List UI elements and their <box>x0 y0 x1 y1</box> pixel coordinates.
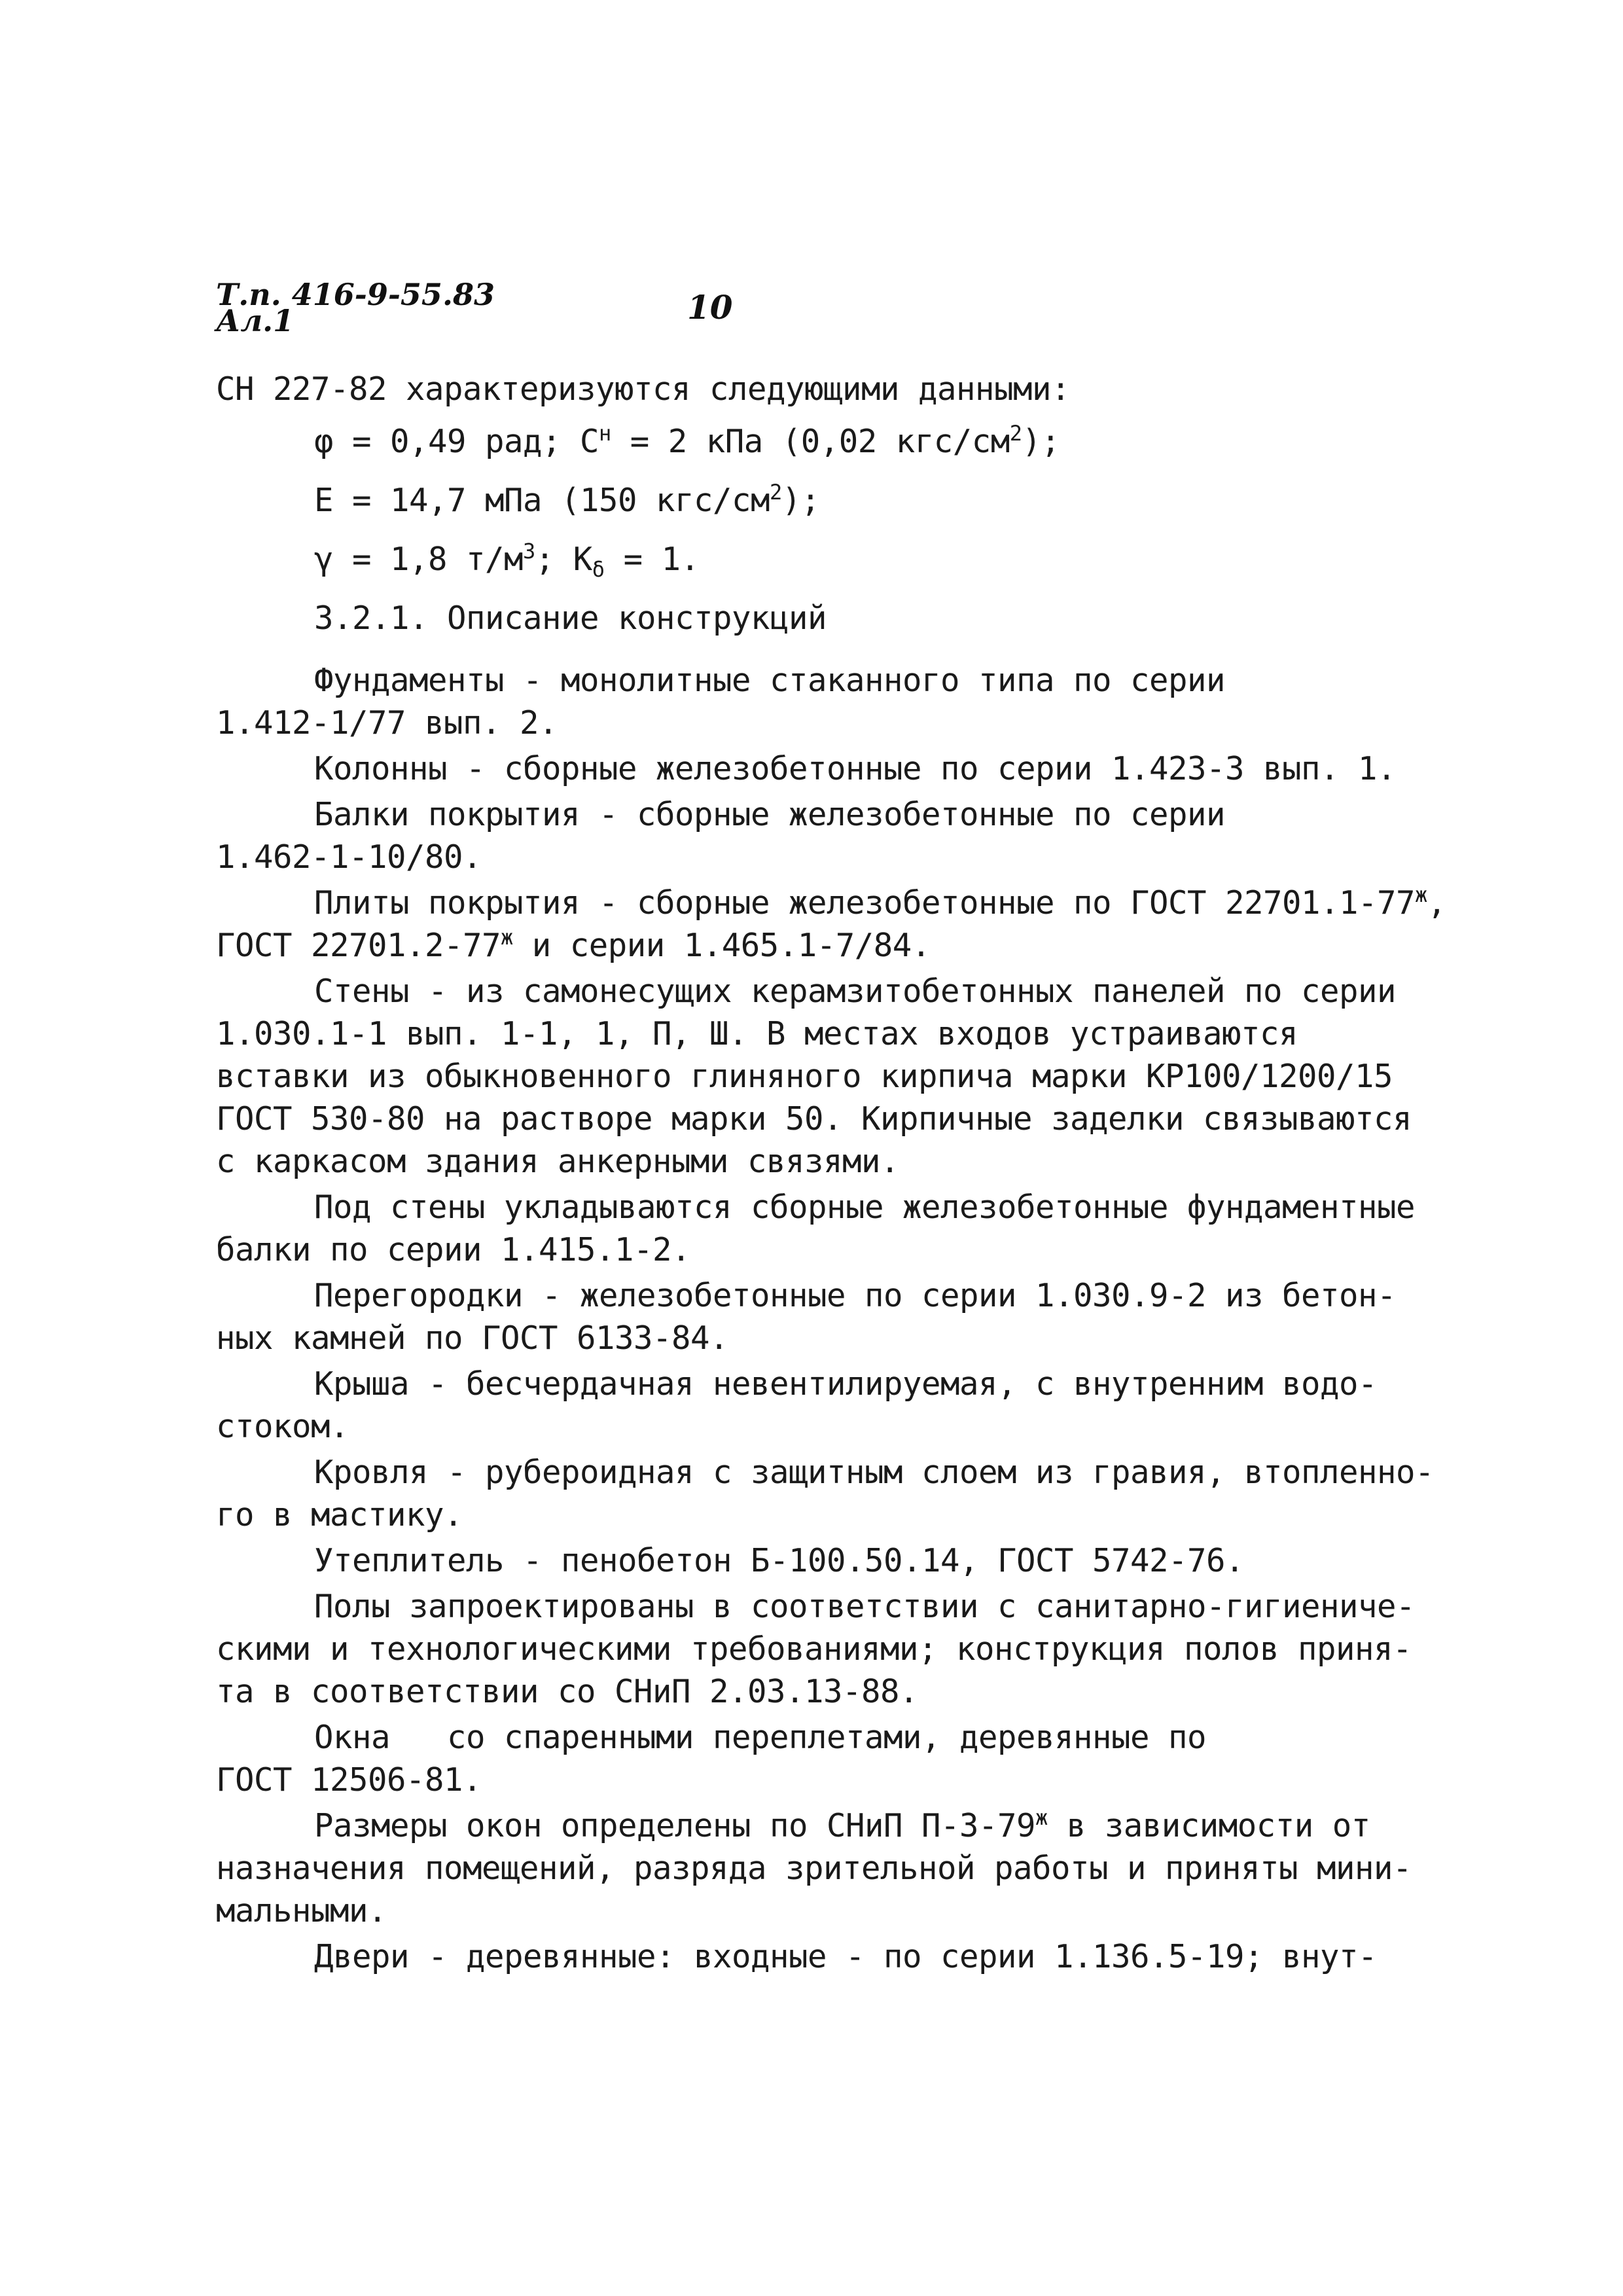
text-line-slabs-cont: ГОСТ $22701.2-77^ж$ и серии 1.465.1-7/84. <box>216 925 931 964</box>
formula-line-1: φ = 0,49 рад; $С^н = 2$ кПа (0,02 кгс/$см^2$); <box>314 421 1060 460</box>
text-line-foundations: Фундаменты - монолитные стаканного типа по серии <box>314 662 1226 699</box>
text-line-floors: Полы запроектированы в соответствии с санитарно-гигиениче- <box>314 1588 1416 1625</box>
text-line-insulation: Утеплитель - пенобетон Б-100.50.14, ГОСТ 5742-76. <box>314 1542 1245 1579</box>
text-line-roofing: Кровля - рубероидная с защитным слоем из гравия, втопленно- <box>314 1454 1435 1491</box>
text-line-window-sizes-3: мальными. <box>216 1892 387 1929</box>
document-code <box>216 277 495 338</box>
text-line-foundation-beams-cont: балки по серии 1.415.1-2. <box>216 1231 691 1268</box>
text-line-window-sizes: Размеры окон определены по СНиП $П-3-79^ж$ в зависимости от <box>314 1805 1370 1844</box>
text-line-partitions: Перегородки - железобетонные по серии 1.030.9-2 из бетон- <box>314 1277 1397 1314</box>
text-line-foundation-beams: Под стены укладываются сборные железобетонные фундаментные <box>314 1189 1416 1226</box>
text-line-doors: Двери - деревянные: входные - по серии 1.136.5-19; внут- <box>314 1938 1378 1975</box>
text-line-roof-cont: стоком. <box>216 1408 349 1445</box>
text-line-window-sizes-2: назначения помещений, разряда зрительной работы и приняты мини- <box>216 1850 1412 1887</box>
text-line-roof: Крыша - бесчердачная невентилируемая, с внутренним водо- <box>314 1365 1378 1403</box>
text-line-floors-2: скими и технологическими требованиями; конструкция полов приня- <box>216 1630 1412 1668</box>
text-line-windows: Окна со спаренными переплетами, деревянные по <box>314 1719 1207 1756</box>
text-line-walls: Стены - из самонесущих керамзитобетонных панелей по серии <box>314 973 1397 1010</box>
page-number: 10 <box>687 288 733 327</box>
section-heading: 3.2.1. Описание конструкций <box>314 600 827 637</box>
text-line-beams: Балки покрытия - сборные железобетонные по серии <box>314 796 1226 833</box>
text-line-1: СН 227-82 характеризуются следующими данными: <box>216 370 1071 408</box>
text-line-columns: Колонны - сборные железобетонные по серии 1.423-3 вып. 1. <box>314 750 1397 787</box>
text-line-partitions-cont: ных камней по ГОСТ 6133-84. <box>216 1319 729 1357</box>
document-code-line1: Т.п. 416-9-55.83 <box>216 277 495 312</box>
text-line-floors-3: та в соответствии со СНиП 2.03.13-88. <box>216 1673 919 1710</box>
formula-line-3: γ = 1,8 $т/м^3$; $К_\delta = 1$. <box>314 539 700 582</box>
text-line-foundations-cont: 1.412-1/77 вып. 2. <box>216 704 558 742</box>
document-code-line2: Ал.1 <box>216 303 294 338</box>
text-line-windows-cont: ГОСТ 12506-81. <box>216 1761 482 1799</box>
text-line-walls-3: вставки из обыкновенного глиняного кирпича марки КР100/1200/15 <box>216 1058 1393 1095</box>
text-line-walls-5: с каркасом здания анкерными связями. <box>216 1143 900 1180</box>
text-line-slabs: Плиты покрытия - сборные железобетонные по ГОСТ $22701.1-77^ж$, <box>314 882 1446 922</box>
text-line-walls-4: ГОСТ 530-80 на растворе марки 50. Кирпичные заделки связываются <box>216 1100 1412 1138</box>
text-line-beams-cont: 1.462-1-10/80. <box>216 838 482 876</box>
text-line-roofing-cont: го в мастику. <box>216 1496 463 1534</box>
text-line-walls-2: 1.030.1-1 вып. 1-1, 1, П, Ш. В местах входов устраиваются <box>216 1015 1298 1052</box>
formula-line-2: Е = 14,7 мПа (150 кгс/$см^2$); <box>314 480 820 519</box>
